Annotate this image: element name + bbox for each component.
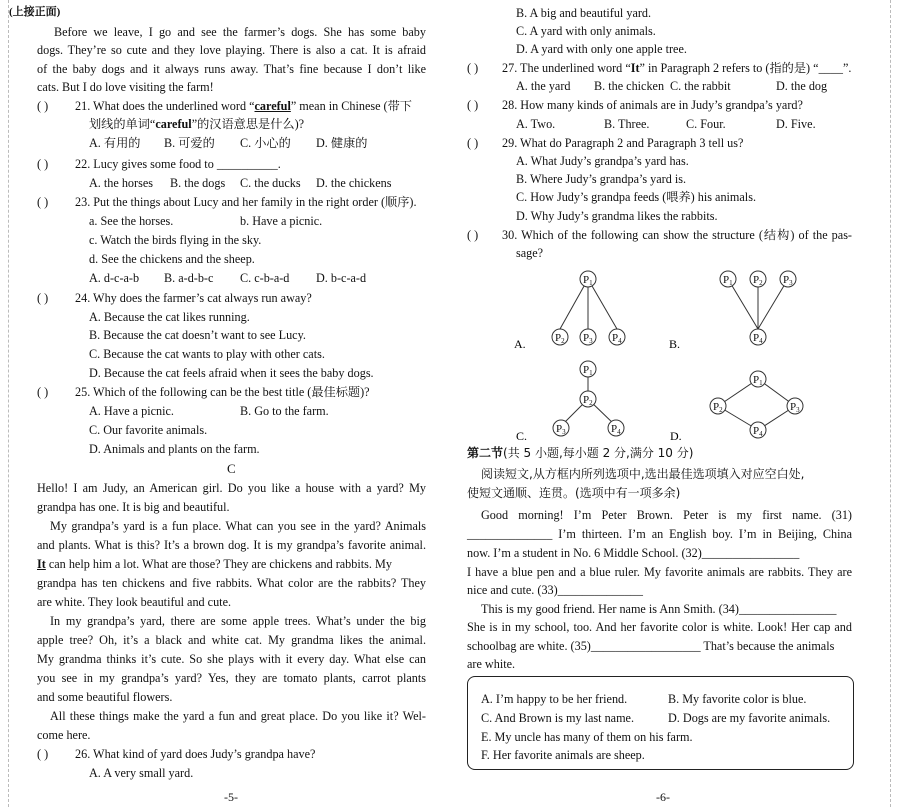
q25-stem: 25. Which of the following can be the best title (最佳标题)? xyxy=(75,385,370,399)
q23-option[interactable]: D. b-c-a-d xyxy=(316,271,367,285)
q22-option[interactable]: C. the ducks xyxy=(240,176,301,190)
q23-item: a. See the horses. xyxy=(89,214,174,228)
q23-option[interactable]: C. c-b-a-d xyxy=(240,271,290,285)
box-option[interactable]: A. I’m happy to be her friend. xyxy=(481,692,628,706)
q28-option[interactable]: D. Five. xyxy=(776,117,816,131)
q26-option[interactable]: C. A yard with only animals. xyxy=(516,24,656,38)
paragraph-node-label: P3 xyxy=(556,423,566,436)
q27-option[interactable]: D. the dog xyxy=(776,79,828,93)
paragraph-node-label: P1 xyxy=(583,274,593,287)
q24-answer-bracket[interactable]: ( ) xyxy=(37,291,49,305)
paragraph-node-label: P3 xyxy=(783,274,793,287)
passage-c-line: My grandma thinks it’s cute. So she plays with it every day. What else can xyxy=(37,652,426,666)
q25-option[interactable]: C. Our favorite animals. xyxy=(89,423,208,437)
q29-option[interactable]: D. Why Judy’s grandma likes the rabbits. xyxy=(516,209,718,223)
q21-answer-bracket[interactable]: ( ) xyxy=(37,99,49,113)
right-binding-line xyxy=(890,0,892,807)
q30-option-d[interactable]: D. xyxy=(670,429,682,443)
q27-option[interactable]: A. the yard xyxy=(516,79,571,93)
paragraph-node-label: P2 xyxy=(583,394,593,407)
q21-stem-cn: 划线的单词“careful”的汉语意思是什么)? xyxy=(89,117,305,131)
underlined-it: It xyxy=(37,557,46,571)
structure-diagrams xyxy=(460,262,860,448)
box-option[interactable]: C. And Brown is my last name. xyxy=(481,711,635,725)
passage-c-line: All these things make the yard a fun and great place. Do you like it? Wel- xyxy=(50,709,426,723)
q21-option[interactable]: B. 可爱的 xyxy=(164,136,215,150)
paragraph-node-label: P2 xyxy=(555,332,565,345)
section-2-instructions: 阅读短文,从方框内所列选项中,选出最佳选项填入对应空白处, xyxy=(481,467,805,481)
q23-option[interactable]: B. a-d-b-c xyxy=(164,271,214,285)
q22-stem: 22. Lucy gives some food to __________. xyxy=(75,157,281,171)
q28-option[interactable]: A. Two. xyxy=(516,117,556,131)
q25-option[interactable]: D. Animals and plants on the farm. xyxy=(89,442,260,456)
q24-stem: 24. Why does the farmer’s cat always run away? xyxy=(75,291,312,305)
passage-b-line: of the baby dogs and it always runs away. That’s fine because I don’t like xyxy=(37,62,426,76)
underlined-word: careful xyxy=(254,99,291,113)
box-option[interactable]: E. My uncle has many of them on his farm. xyxy=(481,730,693,744)
section-2-title: 第二节(共 5 小题,每小题 2 分,满分 10 分) xyxy=(467,446,694,460)
passage-b-line: dogs. They’re so cute and they love playing. There is also a cat. It is afraid xyxy=(37,43,426,57)
q22-option[interactable]: B. the dogs xyxy=(170,176,226,190)
q26-option[interactable]: A. A very small yard. xyxy=(89,766,194,780)
page-number-left: -5- xyxy=(224,790,238,804)
q24-option[interactable]: D. Because the cat feels afraid when it sees the baby dogs. xyxy=(89,366,374,380)
q26-option[interactable]: D. A yard with only one apple tree. xyxy=(516,42,687,56)
section-c-heading: C xyxy=(227,461,236,476)
passage-c-line: My grandpa’s yard is a fun place. What can you see in the yard? Animals xyxy=(50,519,426,533)
q30-stem-cont: sage? xyxy=(516,246,544,260)
passage-c-line: It can help him a lot. What are those? They are chickens and rabbits. My xyxy=(37,557,392,571)
q23-item: d. See the chickens and the sheep. xyxy=(89,252,255,266)
passage-line: ______________ I’m thirteen. I’m an English boy. I’m in Beijing, China xyxy=(467,527,852,541)
q30-stem: 30. Which of the following can show the structure (结构) of the pas- xyxy=(502,228,852,242)
left-binding-line xyxy=(8,0,10,807)
passage-c-line: and some beautiful flowers. xyxy=(37,690,173,704)
q29-answer-bracket[interactable]: ( ) xyxy=(467,136,479,150)
passage-c-line: come here. xyxy=(37,728,91,742)
q30-option-b[interactable]: B. xyxy=(669,337,681,351)
q21-option[interactable]: D. 健康的 xyxy=(316,136,368,150)
q23-answer-bracket[interactable]: ( ) xyxy=(37,195,49,209)
paragraph-node-label: P2 xyxy=(753,274,763,287)
passage-line: She is in my school, too. And her favorite color is white. Look! Her cap and xyxy=(467,620,852,634)
q30-option-c[interactable]: C. xyxy=(516,429,528,443)
q25-option[interactable]: B. Go to the farm. xyxy=(240,404,329,418)
passage-line: nice and cute. (33)______________ xyxy=(467,583,643,597)
continued-header: (上接正面) xyxy=(9,6,61,18)
passage-c-line: apple tree? Oh, it’s a black and white cat. My grandma likes the animal. xyxy=(37,633,426,647)
passage-c-line: grandpa has ten chickens and five rabbits. What color are the rabbits? They xyxy=(37,576,426,590)
q25-option[interactable]: A. Have a picnic. xyxy=(89,404,174,418)
q23-option[interactable]: A. d-c-a-b xyxy=(89,271,140,285)
q26-stem: 26. What kind of yard does Judy’s grandpa have? xyxy=(75,747,316,761)
paragraph-node-label: P4 xyxy=(611,423,621,436)
box-option[interactable]: B. My favorite color is blue. xyxy=(668,692,807,706)
q29-option[interactable]: C. How Judy’s grandpa feeds (喂养) his animals. xyxy=(516,190,756,204)
q23-item: b. Have a picnic. xyxy=(240,214,323,228)
q24-option[interactable]: A. Because the cat likes running. xyxy=(89,310,250,324)
q27-answer-bracket[interactable]: ( ) xyxy=(467,61,479,75)
paragraph-node-label: P4 xyxy=(753,425,763,438)
passage-c-line: are white. They look beautiful and cute. xyxy=(37,595,232,609)
q28-stem: 28. How many kinds of animals are in Judy’s grandpa’s yard? xyxy=(502,98,803,112)
q26-answer-bracket[interactable]: ( ) xyxy=(37,747,49,761)
paragraph-node-label: P4 xyxy=(753,332,763,345)
passage-b-line: cats. But I do love visiting the farm! xyxy=(37,80,214,94)
q24-option[interactable]: B. Because the cat doesn’t want to see Lucy. xyxy=(89,328,306,342)
paragraph-node-label: P1 xyxy=(723,274,733,287)
box-option[interactable]: F. Her favorite animals are sheep. xyxy=(481,748,645,762)
passage-line: I have a blue pen and a blue ruler. My favorite animals are rabbits. They are xyxy=(467,565,852,579)
passage-c-line: you see in my grandpa’s yard? Yes, they are tomato plants, carrot plants xyxy=(37,671,426,685)
paragraph-node-label: P3 xyxy=(790,401,800,414)
section-2-instructions: 使短文通顺、连贯。(选项中有一项多余) xyxy=(467,486,681,500)
passage-line: schoolbag are white. (35)__________________ That’s because the animals xyxy=(467,639,835,653)
q28-option[interactable]: B. Three. xyxy=(604,117,650,131)
q22-option[interactable]: A. the horses xyxy=(89,176,153,190)
q26-option[interactable]: B. A big and beautiful yard. xyxy=(516,6,652,20)
passage-line: are white. xyxy=(467,657,516,671)
q28-option[interactable]: C. Four. xyxy=(686,117,726,131)
passage-c-line: In my grandpa’s yard, there are some apple trees. What’s under the big xyxy=(50,614,426,628)
passage-line: Good morning! I’m Peter Brown. Peter is my first name. (31) xyxy=(481,508,852,522)
passage-c-line: and plants. What is this? It’s a brown dog. It is my grandpa’s favorite animal. xyxy=(37,538,426,552)
passage-b-line: Before we leave, I go and see the farmer’s dogs. She has some baby xyxy=(54,25,426,39)
q29-option[interactable]: B. Where Judy’s grandpa’s yard is. xyxy=(516,172,687,186)
paragraph-node-label: P4 xyxy=(612,332,622,345)
paragraph-node-label: P1 xyxy=(753,374,763,387)
q25-answer-bracket[interactable]: ( ) xyxy=(37,385,49,399)
q22-option[interactable]: D. the chickens xyxy=(316,176,392,190)
q29-stem: 29. What do Paragraph 2 and Paragraph 3 tell us? xyxy=(502,136,744,150)
paragraph-node-label: P3 xyxy=(583,332,593,345)
passage-line: This is my good friend. Her name is Ann Smith. (34)________________ xyxy=(481,602,837,616)
q21-option[interactable]: C. 小心的 xyxy=(240,136,291,150)
page-number-right: -6- xyxy=(656,790,670,804)
passage-c-line: grandpa has one. It is big and beautiful. xyxy=(37,500,230,514)
q21-option[interactable]: A. 有用的 xyxy=(89,136,141,150)
q29-option[interactable]: A. What Judy’s grandpa’s yard has. xyxy=(516,154,689,168)
q22-answer-bracket[interactable]: ( ) xyxy=(37,157,49,171)
q27-option[interactable]: B. the chicken xyxy=(594,79,665,93)
passage-c-line: Hello! I am Judy, an American girl. Do you like a house with a yard? My xyxy=(37,481,426,495)
q23-stem: 23. Put the things about Lucy and her family in the right order (顺序). xyxy=(75,195,417,209)
q30-option-a[interactable]: A. xyxy=(514,337,526,351)
q27-stem: 27. The underlined word “It” in Paragraph 2 refers to (指的是) “____”. xyxy=(502,61,852,75)
q21-stem: 21. What does the underlined word “careful” mean in Chinese (带下 xyxy=(75,99,412,113)
q27-option[interactable]: C. the rabbit xyxy=(670,79,731,93)
paragraph-node-label: P1 xyxy=(583,364,593,377)
q30-answer-bracket[interactable]: ( ) xyxy=(467,228,479,242)
q28-answer-bracket[interactable]: ( ) xyxy=(467,98,479,112)
q24-option[interactable]: C. Because the cat wants to play with other cats. xyxy=(89,347,325,361)
paragraph-node-label: P2 xyxy=(713,401,723,414)
q23-item: c. Watch the birds flying in the sky. xyxy=(89,233,262,247)
passage-line: now. I’m a student in No. 6 Middle School. (32)________________ xyxy=(467,546,800,560)
box-option[interactable]: D. Dogs are my favorite animals. xyxy=(668,711,831,725)
